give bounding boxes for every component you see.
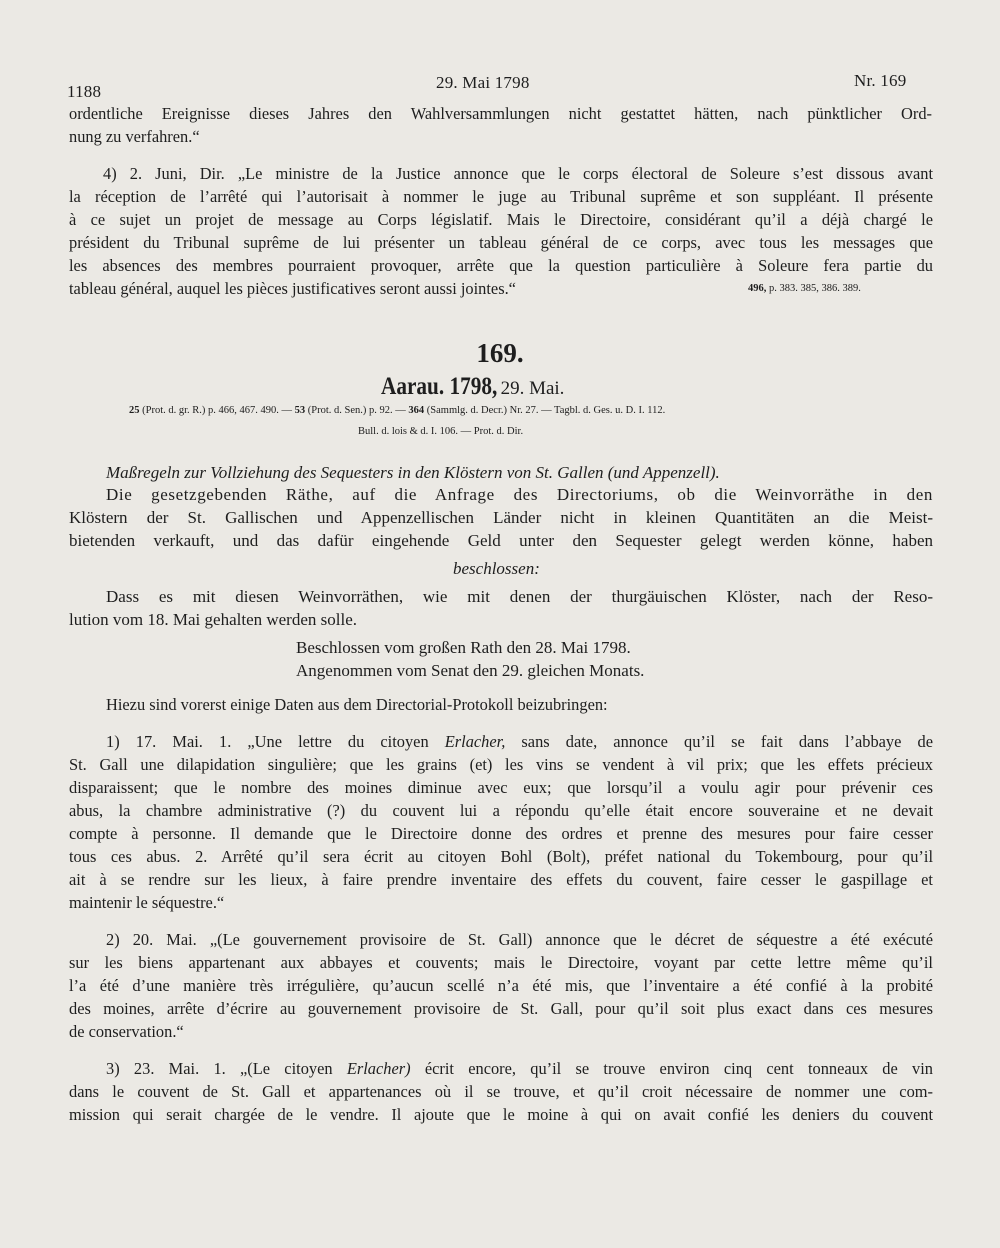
item3-name: Erlacher) [346, 1059, 411, 1078]
item2-line-5: de conservation.“ [69, 1022, 184, 1041]
sources-line-1 [129, 403, 665, 418]
item2-line-1: 2) 20. Mai. „(Le gouvernement provisoire de St. Gall) annonce que le décret de séquestre a été exécuté [106, 930, 933, 949]
sources-line-2: Bull. d. lois & d. I. 106. — Prot. d. Dir. [358, 426, 524, 437]
item4-line-5: les absences des membres pourraient provoquer, arrête que la question particulière à Soleure fera partie du [69, 256, 933, 275]
para1-line-1: Die gesetzgebenden Räthe, auf die Anfrage des Directoriums, ob die Weinvorräthe in den [106, 485, 933, 504]
resolved-heading: beschlossen: [453, 559, 540, 578]
item3-line-1 [106, 1058, 933, 1080]
item1-line-6: tous ces abus. 2. Arrêté qu’il sera écrit au citoyen Bohl (Bolt), préfet national du Tokembourg, pour qu’il [69, 847, 933, 866]
item1-line-5: compte à personne. Il demande que le Directoire donne des ordres et prenne des mesures pour faire cesser [69, 824, 933, 843]
item2-line-3: l’a été d’une manière très irrégulière, qu’aucun scellé n’a été mis, que l’inventaire a été confié à la probité [69, 976, 933, 995]
source-ref-53: 53 [294, 405, 306, 416]
prev-line-2: nung zu verfahren.“ [69, 127, 200, 146]
item2-line-4: des moines, arrête d’écrire au gouvernement provisoire de St. Gall, pour qu’il soit plus exact dans ces mesures [69, 999, 933, 1018]
source-text-1: (Prot. d. gr. R.) p. 466, 467. 490. — [139, 405, 295, 416]
item3-line-2: dans le couvent de St. Gall et appartenances où il se trouve, et qu’il croit nécessaire de nommer une com- [69, 1082, 933, 1101]
para1-line-2: Klöstern der St. Gallischen und Appenzellischen Länder nicht in kleinen Quantitäten an die Meist- [69, 508, 933, 527]
item1-text-b: sans date, annonce qu’il se fait dans l’abbaye de [505, 732, 933, 751]
running-head-number: Nr. 169 [854, 71, 907, 90]
item4-line-3: à ce sujet un projet de message au Corps législatif. Mais le Directoire, considérant qu’il a déjà chargé le [69, 210, 933, 229]
entry-number: 169. [476, 338, 524, 368]
item4-reference-bold: 496, [748, 283, 767, 294]
item2-line-2: sur les biens appartenant aux abbayes et couvents; mais le Directoire, voyant par cette lettre même qu’il [69, 953, 933, 972]
source-ref-25: 25 [129, 405, 140, 416]
appendix-intro: Hiezu sind vorerst einige Daten aus dem Directorial-Protokoll beizubringen: [106, 695, 608, 714]
item4-line-6: tableau général, auquel les pièces justificatives seront aussi jointes.“ [69, 279, 516, 298]
prev-line-1: ordentliche Ereignisse dieses Jahres den Wahlversammlungen nicht gestattet hätten, nach pünktlicher Ord- [69, 104, 932, 123]
item1-text-a: 1) 17. Mai. 1. „Une lettre du citoyen [106, 732, 445, 751]
para2-line-1: Dass es mit diesen Weinvorräthen, wie mit denen der thurgäuischen Klöster, nach der Reso- [106, 587, 933, 606]
entry-place-date [381, 372, 564, 405]
source-text-2: (Prot. d. Sen.) p. 92. — [305, 405, 409, 416]
para1-line-3: bietenden verkauft, und das dafür eingehende Geld unter den Sequester gelegt werden könne, haben [69, 531, 933, 550]
item1-line-2: St. Gall une dilapidation singulière; que les grains (et) les vins se vendent à vil prix; que les effets précieux [69, 755, 933, 774]
item1-line-3: disparaissent; que le nombre des moines diminue avec eux; que lorsqu’il a voulu agir pour prévenir ces [69, 778, 933, 797]
item4-reference-pages: p. 383. 385, 386. 389. [766, 283, 861, 294]
item1-line-4: abus, la chambre administrative (?) du couvent lui a répondu qu’elle était encore souveraine et ne devait [69, 801, 933, 820]
entry-day: 29. Mai. [495, 378, 565, 399]
item3-text-b: écrit encore, qu’il se trouve environ cinq cent tonneaux de vin [410, 1059, 933, 1078]
item3-line-3: mission qui serait chargée de le vendre. Il ajoute que le moine à qui on avait confié les deniers du couvent [69, 1105, 933, 1124]
item1-name: Erlacher, [444, 732, 506, 751]
item1-line-8: maintenir le séquestre.“ [69, 893, 225, 912]
source-ref-364: 364 [408, 405, 425, 416]
source-text-3: (Sammlg. d. Decr.) Nr. 27. — Tagbl. d. Ges. u. D. I. 112. [424, 405, 666, 416]
item4-line-1: 4) 2. Juni, Dir. „Le ministre de la Justice annonce que le corps électoral de Soleure s’est dissous avant [103, 164, 933, 183]
running-head-date: 29. Mai 1798 [436, 73, 530, 92]
item4-line-4: président du Tribunal suprême de lui présenter un tableau général de ce corps, avec tous les messages que [69, 233, 933, 252]
signature-great-council: Beschlossen vom großen Rath den 28. Mai 1798. [296, 638, 631, 657]
signature-senate: Angenommen vom Senat den 29. gleichen Monats. [296, 661, 645, 680]
item1-line-1 [106, 731, 933, 753]
para2-line-2: lution vom 18. Mai gehalten werden solle. [69, 610, 357, 629]
item3-text-a: 3) 23. Mai. 1. „(Le citoyen [106, 1059, 347, 1078]
item1-line-7: ait à se rendre sur les lieux, à faire prendre inventaire des effets du couvent, faire cesser le gaspillage et [69, 870, 933, 889]
item4-line-2: la réception de l’arrêté qui l’autorisait à nommer le juge au Tribunal suprême et son suppléant. Il présente [69, 187, 933, 206]
item4-reference [748, 281, 861, 296]
page-number: 1188 [67, 82, 102, 101]
entry-place-year: Aarau. 1798, [381, 373, 498, 400]
entry-title: Maßregeln zur Vollziehung des Sequesters in den Klöstern von St. Gallen (und Appenzell). [106, 463, 720, 482]
